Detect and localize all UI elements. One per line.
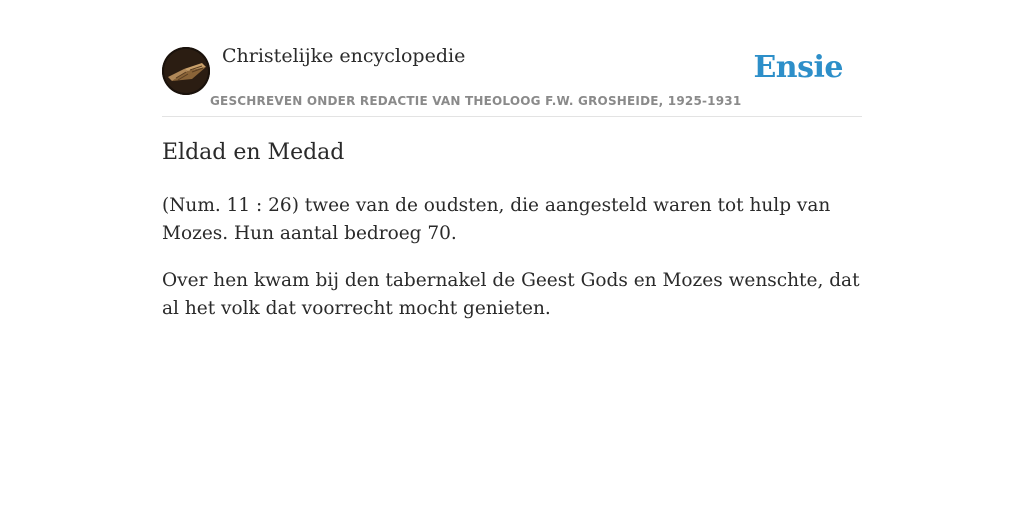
site-subtitle: GESCHREVEN ONDER REDACTIE VAN THEOLOOG F.W. GROSHEIDE, 1925-1931 (210, 94, 742, 108)
ensie-logo-link[interactable]: Ensie (753, 50, 843, 85)
site-header (162, 0, 862, 117)
site-title[interactable]: Christelijke encyclopedie (222, 45, 466, 67)
open-book-image-icon (162, 47, 210, 95)
page-container (162, 0, 862, 319)
article-paragraph: (Num. 11 : 26) twee van de oudsten, die aangesteld waren tot hulp van Mozes. Hun aantal bedroeg 70. (162, 195, 831, 244)
article-paragraph: Over hen kwam bij den tabernakel de Geest Gods en Mozes wenschte, dat al het volk dat voorrecht mocht genieten. (162, 270, 860, 319)
article-title: Eldad en Medad (162, 140, 345, 165)
encyclopedia-avatar[interactable] (162, 47, 210, 95)
